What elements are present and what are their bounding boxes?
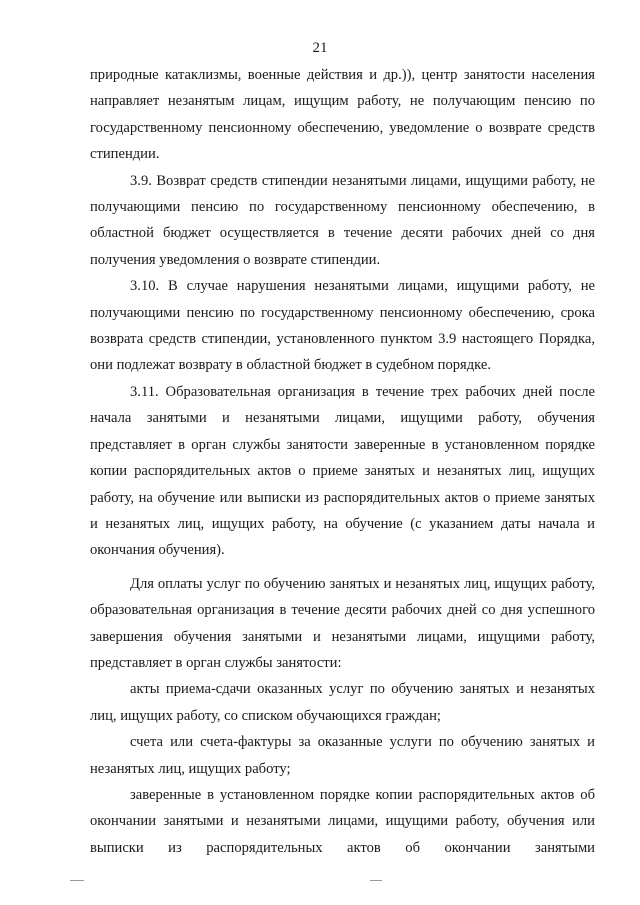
list-item-certified-copies: заверенные в установленном порядке копии распорядительных актов об окончании занятыми и незанятыми лицами, ищущими работу, обучения или выписки из распорядительных актов об окончании занятыми — [90, 786, 595, 856]
scan-speck — [70, 880, 84, 881]
scan-speck — [370, 880, 382, 881]
list-item-invoices: счета или счета-фактуры за оказанные услуги по обучению занятых и незанятых лиц, ищущих работу; — [90, 734, 595, 777]
paragraph-payment-intro: Для оплаты услуг по обучению занятых и незанятых лиц, ищущих работу, образовательная организация в течение десяти рабочих дней со дня успешного завершения обучения занятыми и незанятыми лицами, ищущими работу, представляет в орган службы занятости: — [90, 575, 595, 671]
list-item-acceptance-acts: акты приема-сдачи оказанных услуг по обучению занятых и незанятых лиц, ищущих работу, со списком обучающихся граждан; — [90, 681, 595, 724]
paragraph-3-11: 3.11. Образовательная организация в течение трех рабочих дней после начала занятыми и незанятыми лицами, ищущими работу, обучения представляет в орган службы занятости заверенные в установленном порядке копии распорядительных актов о приеме занятых и незанятых лиц, ищущих работу, на обучение или выписки из распорядительных актов о приеме занятых и незанятых лиц, ищущих работу, на обучение (с указанием даты начала и окончания обучения). — [90, 383, 595, 559]
paragraph-3-10: 3.10. В случае нарушения незанятыми лицами, ищущими работу, не получающими пенсию по государственному пенсионному обеспечению, срока возврата средств стипендии, установленного пунктом 3.9 настоящего Порядка, они подлежат возврату в областной бюджет в судебном порядке. — [90, 278, 595, 374]
paragraph-continuation: природные катаклизмы, военные действия и др.)), центр занятости населения направляет незанятым лицам, ищущим работу, не получающим пенсию по государственному пенсионному обеспечению, уведомление о возврате средств стипендии. — [90, 67, 595, 163]
paragraph-3-9: 3.9. Возврат средств стипендии незанятыми лицами, ищущими работу, не получающими пенсию по государственному пенсионному обеспечению, в областной бюджет осуществляется в течение десяти рабочих дней со дня получения уведомления о возврате стипендии. — [90, 172, 595, 268]
document-body — [90, 62, 595, 861]
page-number: 21 — [312, 40, 328, 56]
